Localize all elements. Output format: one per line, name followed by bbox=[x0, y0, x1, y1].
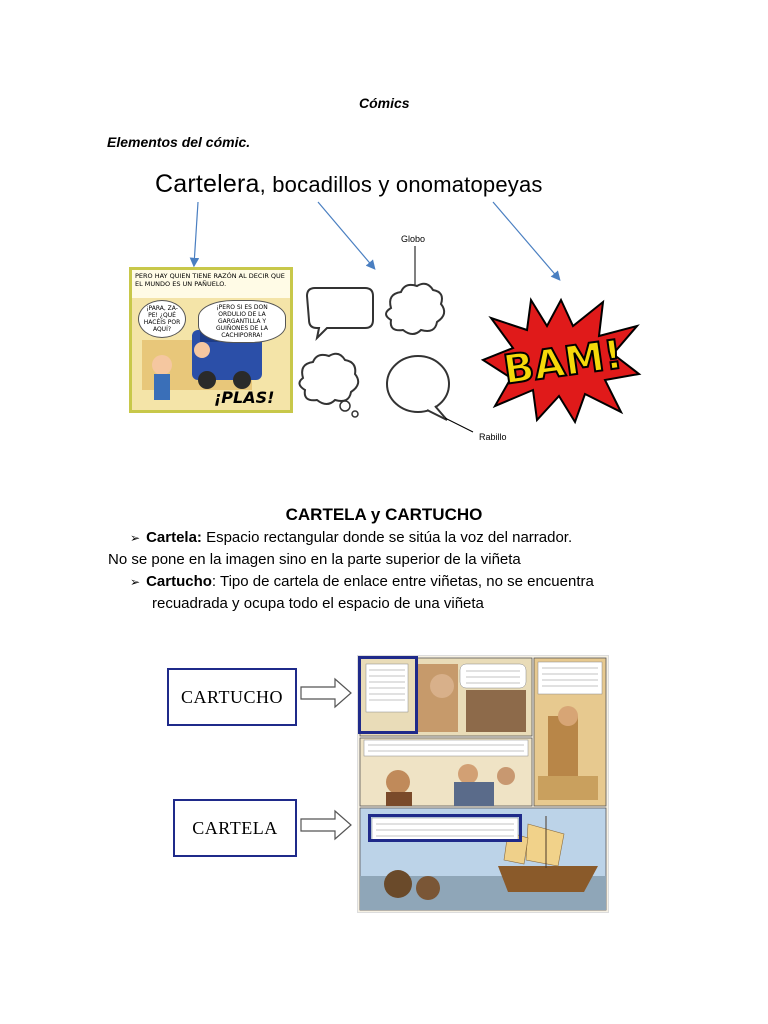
bam-onomatopoeia bbox=[481, 296, 641, 426]
highlight-cartucho bbox=[358, 656, 418, 734]
comic-sound: ¡PLAS! bbox=[214, 388, 275, 407]
caption-rest: , bocadillos y onomatopeyas bbox=[259, 172, 543, 197]
comic-panel-cartelera bbox=[129, 267, 293, 413]
section-heading-cartela-cartucho: CARTELA y CARTUCHO bbox=[285, 505, 483, 524]
outline-arrow-right-icon bbox=[301, 811, 351, 839]
bubbles-illustration bbox=[295, 228, 507, 448]
term-cartucho: Cartucho bbox=[146, 573, 212, 590]
page-title: Cómics bbox=[359, 95, 410, 111]
label-box-cartela: CARTELA bbox=[173, 799, 297, 857]
bullet-arrow-icon: ➢ bbox=[130, 575, 141, 589]
comic-bubble-left: ¡PARA, ZA-PE! ¿QUÉ HACÉIS POR AQUÍ? bbox=[138, 300, 186, 338]
label-box-cartucho: CARTUCHO bbox=[167, 668, 297, 726]
section-title-elementos: Elementos del cómic. bbox=[107, 134, 251, 150]
bullet-cartucho bbox=[130, 571, 594, 593]
arrow-onomatopeyas bbox=[493, 202, 559, 279]
bullet-cartela bbox=[130, 527, 572, 549]
bullet-cartucho-continued: recuadrada y ocupa todo el espacio de una viñeta bbox=[152, 595, 484, 612]
label-globo: Globo bbox=[401, 234, 426, 244]
svg-text:BAM!: BAM! bbox=[500, 331, 626, 394]
highlight-cartela bbox=[368, 814, 522, 842]
bullet-arrow-icon: ➢ bbox=[130, 531, 141, 545]
caption-cartelera: Cartelera bbox=[155, 170, 260, 198]
def-cartela: Espacio rectangular donde se sitúa la voz del narrador. bbox=[201, 529, 573, 546]
label-rabillo: Rabillo bbox=[479, 432, 507, 442]
comic-bubble-right: ¡PERO SI ES DON ORDULIO DE LA GARGANTILLA Y GUIÑONES DE LA CACHIPORRA! bbox=[198, 300, 286, 343]
arrow-cartelera bbox=[194, 202, 198, 265]
figure2-arrows bbox=[299, 675, 359, 875]
bullet-cartela-continued: No se pone en la imagen sino en la parte superior de la viñeta bbox=[108, 551, 521, 568]
comic-top-text: PERO HAY QUIEN TIENE RAZÓN AL DECIR QUE EL MUNDO ES UN PAÑUELO. bbox=[135, 272, 285, 288]
outline-arrow-right-icon bbox=[301, 679, 351, 707]
comic-page-illustration bbox=[357, 655, 609, 913]
term-cartela: Cartela: bbox=[146, 529, 202, 546]
def-cartucho: : Tipo de cartela de enlace entre viñetas, no se encuentra bbox=[211, 573, 594, 590]
